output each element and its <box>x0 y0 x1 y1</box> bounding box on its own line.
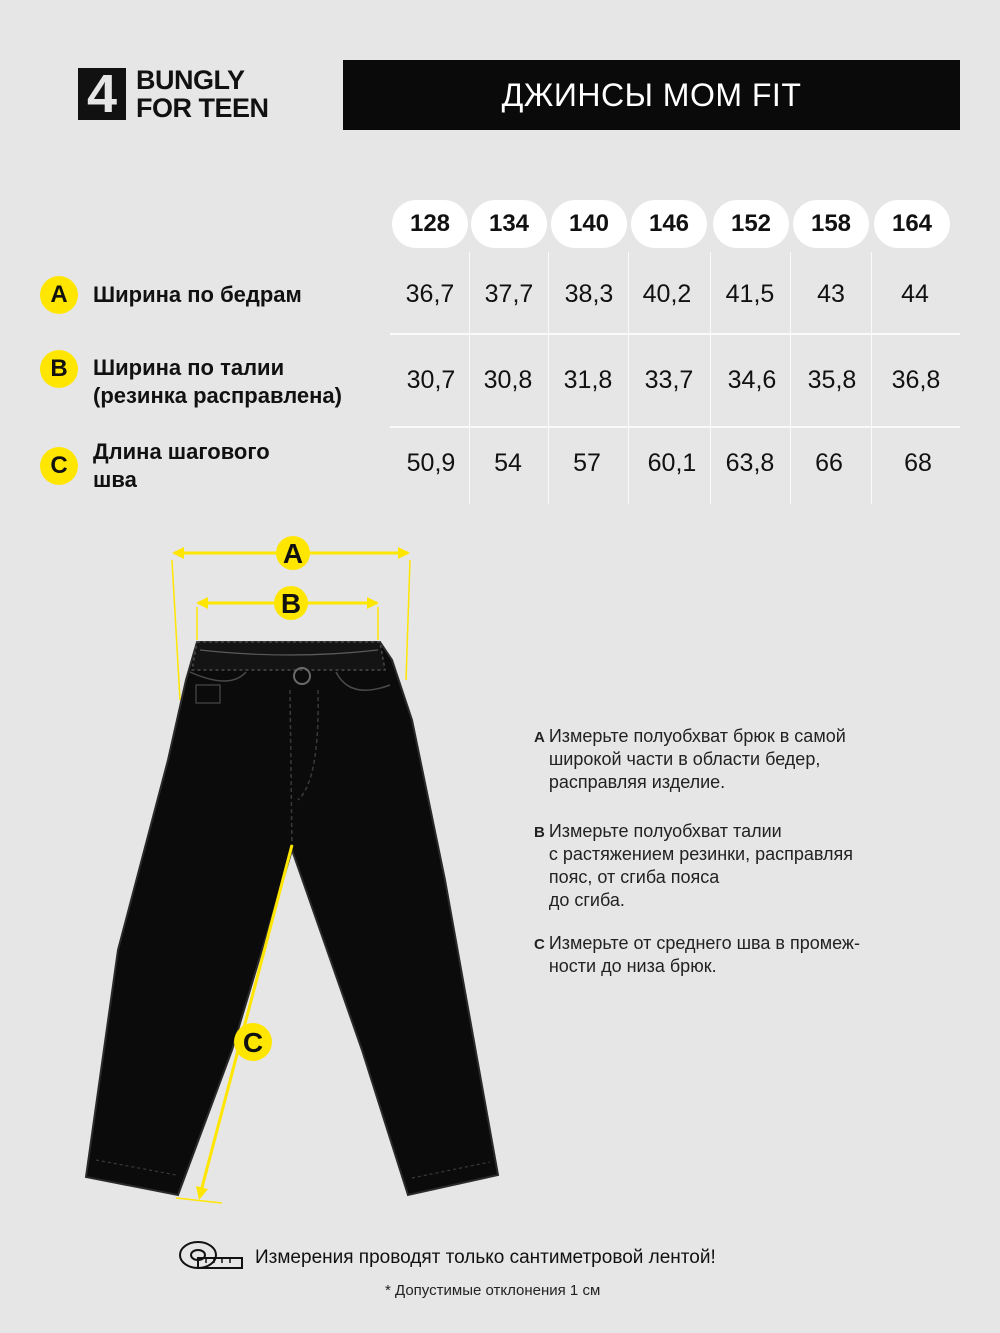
guide-line <box>172 560 180 700</box>
size-header-146: 146 <box>631 200 707 248</box>
arrow-head <box>398 547 410 559</box>
note-b-letter: B <box>534 824 545 841</box>
row-a-badge: A <box>40 276 78 314</box>
row-b-value: 33,7 <box>644 366 694 394</box>
note-b <box>534 820 929 912</box>
size-header-152: 152 <box>713 200 789 248</box>
size-header-164: 164 <box>874 200 950 248</box>
row-c-value: 54 <box>494 449 522 477</box>
row-a-label-line1: Ширина по бедрам <box>93 282 302 307</box>
row-c-value: 57 <box>573 449 601 477</box>
size-header-158: 158 <box>793 200 869 248</box>
footer-note: Измерения проводят только сантиметровой лентой! <box>255 1247 716 1268</box>
row-c-value: 66 <box>815 449 843 477</box>
row-b-value: 30,7 <box>406 366 456 394</box>
note-b-line: с растяжением резинки, расправляя <box>548 844 854 864</box>
label-c: C <box>242 1027 264 1058</box>
note-b-line: до сгиба. <box>548 890 625 910</box>
note-a-letter: A <box>534 729 545 746</box>
row-a-value: 44 <box>901 280 929 308</box>
row-c-value: 60,1 <box>647 449 697 477</box>
row-a-value: 43 <box>817 280 845 308</box>
brand-mark: 4 <box>78 68 126 120</box>
row-b-label-line2: (резинка расправлена) <box>93 383 342 408</box>
note-b-line: Измерьте полуобхват талии <box>548 821 782 841</box>
row-b-value: 31,8 <box>563 366 613 394</box>
row-b-value: 34,6 <box>727 366 777 394</box>
note-b-line: пояс, от сгиба пояса <box>548 867 720 887</box>
row-b-label-line1: Ширина по талии <box>93 355 285 380</box>
measuring-tape-icon <box>178 1238 244 1272</box>
arrow-head <box>367 597 379 609</box>
row-b-value: 30,8 <box>483 366 533 394</box>
label-b: B <box>280 588 302 619</box>
row-a-value: 41,5 <box>725 280 775 308</box>
label-a: A <box>282 538 304 569</box>
jeans-silhouette <box>86 642 498 1195</box>
row-c-value: 50,9 <box>406 449 456 477</box>
arrow-head <box>196 597 208 609</box>
row-c-badge: C <box>40 447 78 485</box>
arrow-head <box>172 547 184 559</box>
brand-line-1: BUNGLY <box>136 65 245 95</box>
row-c-value: 68 <box>904 449 932 477</box>
note-a-line: широкой части в области бедер, <box>548 749 821 769</box>
size-header-128: 128 <box>392 200 468 248</box>
note-c-line: Измерьте от среднего шва в промеж- <box>548 933 860 953</box>
row-a-value: 40,2 <box>642 280 692 308</box>
brand-line-2: FOR TEEN <box>136 93 269 123</box>
row-b-value: 35,8 <box>807 366 857 394</box>
row-b-badge: B <box>40 350 78 388</box>
tolerance-note: * Допустимые отклонения 1 см <box>385 1282 601 1299</box>
row-b-value: 36,8 <box>891 366 941 394</box>
size-header-140: 140 <box>551 200 627 248</box>
note-c <box>534 932 929 978</box>
note-a <box>534 725 929 794</box>
row-c-label-line2: шва <box>93 467 137 492</box>
row-c-label-line1: Длина шагового <box>93 439 270 464</box>
note-a-line: расправляя изделие. <box>548 772 726 792</box>
waistband <box>192 642 385 670</box>
note-a-line: Измерьте полуобхват брюк в самой <box>548 726 846 746</box>
note-c-letter: C <box>534 936 545 953</box>
note-c-line: ности до низа брюк. <box>548 956 717 976</box>
row-a-value: 37,7 <box>484 280 534 308</box>
size-header-134: 134 <box>471 200 547 248</box>
row-c-value: 63,8 <box>725 449 775 477</box>
arrow-head <box>196 1186 208 1200</box>
row-a-value: 38,3 <box>564 280 614 308</box>
guide-line <box>406 560 410 680</box>
row-a-value: 36,7 <box>405 280 455 308</box>
page-title: ДЖИНСЫ MOM FIT <box>343 60 960 130</box>
